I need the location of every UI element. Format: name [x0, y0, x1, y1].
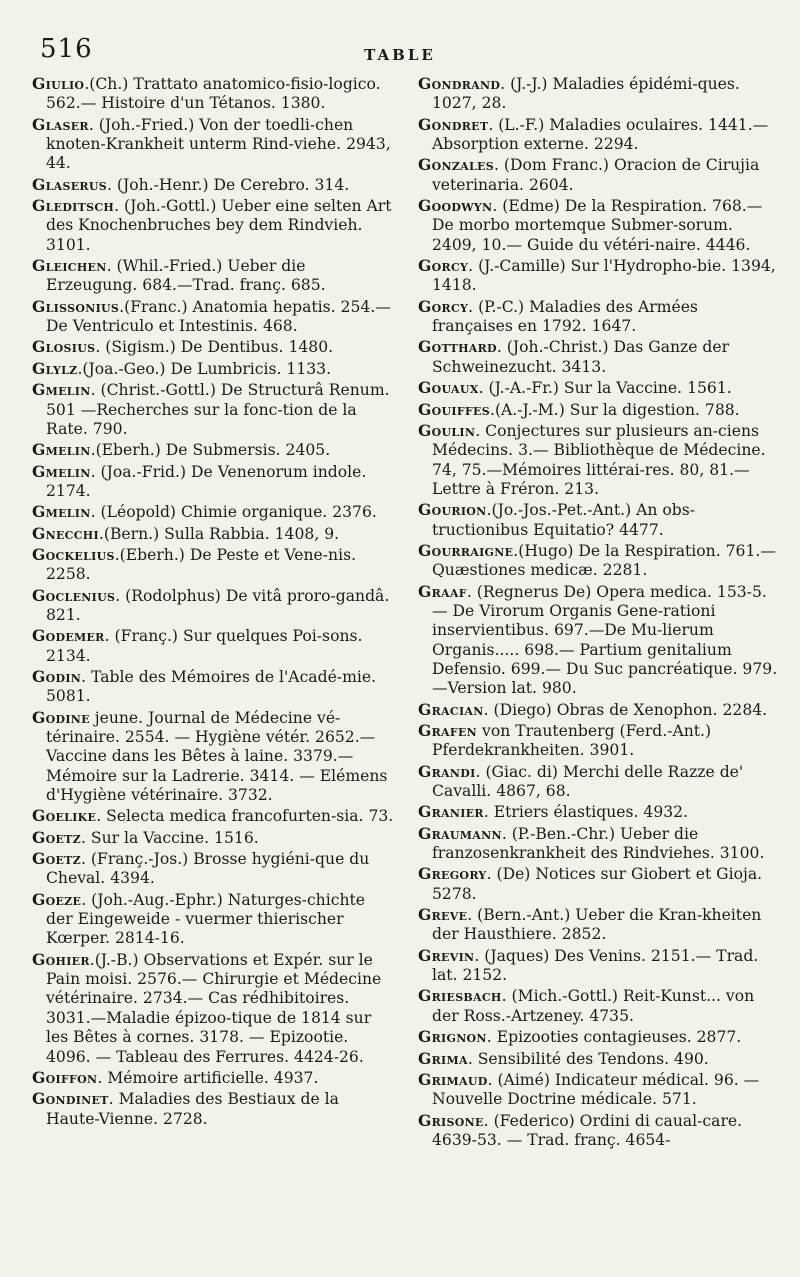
index-entry [32, 462, 394, 502]
index-entry [418, 700, 780, 720]
index-entry [418, 721, 780, 761]
index-entry [32, 337, 394, 357]
index-entry [32, 297, 394, 337]
index-entry [418, 582, 780, 699]
index-entry [418, 297, 780, 337]
entry-text: .(Eberh.) De Submersis. 2405. [90, 441, 331, 460]
entry-text: . (Joa.-Frid.) De Venenorum indole. 2174. [46, 462, 367, 500]
entry-text: . (L.-F.) Maladies oculaires. 1441.—Absorption externe. 2294. [432, 115, 769, 154]
entry-author: Gmelin [32, 461, 91, 481]
entry-author: Glylz [32, 358, 78, 378]
index-entry [418, 337, 780, 377]
entry-text: . (Joh.-Fried.) Von der toedli-chen knoten-Krankheit unterm Rind-viehe. 2943, 44. [46, 115, 391, 173]
entry-author: Greve [418, 905, 468, 925]
index-entry [32, 667, 394, 707]
entry-text: jeune. Journal de Médecine vé-térinaire. 2554. — Hygiène vétér. 2652.—Vaccine dans les Bêtes à laine. 3379.—Mémoire sur la Ladrerie. 3414. — Elémens d'Hygiène vétérinaire. 3732. [46, 708, 388, 805]
entry-author: Glissonius [32, 296, 120, 316]
entry-text: . (Joh.-Henr.) De Cerebro. 314. [107, 175, 350, 194]
entry-text: . (Léopold) Chimie organique. 2376. [90, 503, 377, 522]
entry-author: Gondinet [32, 1089, 109, 1109]
entry-text: . Sensibilité des Tendons. 490. [467, 1049, 709, 1068]
entry-text: . (Joh.-Christ.) Das Ganze der Schweinezucht. 3413. [432, 338, 730, 376]
entry-text: .(Joa.-Geo.) De Lumbricis. 1133. [77, 359, 332, 378]
entry-author: Grisone [418, 1110, 484, 1130]
left-column [32, 74, 394, 1269]
entry-author: Gondrand [418, 74, 501, 93]
entry-author: Gmelin [32, 380, 91, 400]
entry-text: .(A.-J.-M.) Sur la digestion. 788. [490, 400, 740, 419]
index-columns [32, 74, 780, 1269]
index-entry [32, 74, 394, 114]
entry-author: Gorcy [418, 256, 469, 276]
entry-text: . (P.-Ben.-Chr.) Ueber die franzosenkrankheit des Rindviehes. 3100. [432, 824, 765, 863]
entry-text: . (Mich.-Gottl.) Reit-Kunst... von der Ross.-Artzeney. 4735. [432, 987, 755, 1025]
index-entry [418, 1049, 780, 1069]
entry-text: . (Christ.-Gottl.) De Structurâ Renum. 501 —Recherches sur la fonc-tion de la Rate. 790. [46, 381, 390, 438]
entry-text: .(J.-B.) Observations et Expér. sur le Pain moisi. 2576.— Chirurgie et Médecine vétérinaire. 2734.— Cas rédhibitoires. 3031.—Maladie épizoo-tique de 1814 sur les Bêtes à cornes. 3178. — Epizootie. 4096. — Tableau des Ferrures. 4424-26. [46, 950, 382, 1066]
entry-author: Gourion [418, 500, 487, 520]
entry-author: Gorcy [418, 296, 469, 316]
entry-author: Glosius [32, 337, 96, 357]
entry-author: Gregory [418, 864, 487, 884]
entry-text: . (Giac. di) Merchi delle Razze de' Cavalli. 4867, 68. [432, 762, 744, 801]
entry-author: Gohier [32, 949, 90, 969]
entry-text: von Trautenberg (Ferd.-Ant.) Pferdekrankheiten. 3901. [432, 722, 712, 760]
running-title: TABLE [364, 46, 436, 64]
index-entry [418, 400, 780, 420]
entry-text: . Selecta medica francofurten-sia. 73. [96, 807, 394, 826]
entry-text: .(Jo.-Jos.-Pet.-Ant.) An obs-tructionibus Equitatio? 4477. [432, 501, 696, 539]
entry-text: . Epizooties contagieuses. 2877. [486, 1028, 742, 1047]
index-entry [32, 1068, 394, 1088]
entry-text: . (Dom Franc.) Oracion de Cirujia veterinaria. 2604. [432, 156, 760, 194]
entry-text: . Mémoire artificielle. 4937. [97, 1068, 319, 1087]
index-entry [418, 500, 780, 540]
index-entry [32, 828, 394, 848]
entry-text: . (Franç.) Sur quelques Poi-sons. 2134. [46, 627, 363, 665]
index-entry [418, 421, 780, 499]
index-entry [418, 1070, 780, 1110]
entry-author: Graaf [418, 581, 467, 601]
entry-text: . (Jaques) Des Venins. 2151.— Trad. lat. 2152. [432, 946, 759, 985]
index-entry [418, 256, 780, 296]
entry-text: . Table des Mémoires de l'Acadé-mie. 5081. [46, 667, 377, 706]
entry-author: Goodwyn [418, 196, 493, 216]
index-entry [32, 890, 394, 949]
index-entry [418, 762, 780, 802]
index-entry [32, 175, 394, 195]
entry-author: Goiffon [32, 1067, 98, 1087]
index-entry [32, 256, 394, 296]
entry-author: Gockelius [32, 544, 115, 564]
index-entry [418, 824, 780, 864]
entry-text: . Etriers élastiques. 4932. [483, 803, 689, 822]
index-entry [32, 115, 394, 174]
entry-text: . (Aimé) Indicateur médical. 96. — Nouvelle Doctrine médicale. 571. [432, 1070, 760, 1109]
page-header [30, 30, 770, 70]
index-entry [418, 541, 780, 581]
entry-author: Gmelin [32, 502, 91, 522]
entry-text: . Conjectures sur plusieurs an-ciens Médecins. 3.— Bibliothèque de Médecine. 74, 75.—Mémoires littérai-res. 80, 81.—Lettre à Fréron. 213. [432, 421, 766, 498]
entry-author: Gondret [418, 114, 489, 134]
entry-author: Goetz [32, 849, 81, 869]
entry-author: Gourraigne [418, 540, 514, 560]
entry-author: Giulio [32, 74, 85, 93]
entry-author: Gleichen [32, 256, 107, 276]
entry-text: .(Bern.) Sulla Rabbia. 1408, 9. [98, 524, 340, 543]
index-entry [418, 946, 780, 986]
entry-text: .(Franc.) Anatomia hepatis. 254.—De Ventriculo et Intestinis. 468. [46, 297, 391, 336]
entry-text: . (Joh.-Gottl.) Ueber eine selten Art des Knochenbruches bey dem Rindvieh. 3101. [46, 197, 392, 254]
entry-author: Grignon [418, 1027, 487, 1047]
index-entry [418, 1111, 780, 1151]
index-entry [418, 74, 780, 114]
entry-author: Gonzales [418, 155, 494, 175]
index-entry [32, 196, 394, 255]
entry-author: Goulin [418, 420, 476, 440]
index-entry [32, 586, 394, 626]
entry-text: .(Ch.) Trattato anatomico-fisio-logico. 562.— Histoire d'un Tétanos. 1380. [46, 75, 381, 113]
entry-author: Gotthard [418, 337, 497, 357]
index-entry [418, 115, 780, 155]
entry-author: Grimaud [418, 1069, 488, 1089]
entry-author: Glaser [32, 114, 89, 134]
index-entry [418, 1027, 780, 1047]
entry-author: Grevin [418, 945, 475, 965]
entry-text: . (De) Notices sur Giobert et Gioja. 5278. [432, 865, 763, 903]
entry-author: Gracian [418, 699, 484, 719]
index-entry [418, 986, 780, 1026]
entry-author: Gouiffes [418, 399, 490, 419]
entry-text: . (Regnerus De) Opera medica. 153-5.— De Virorum Organis Gene-rationi inservientibus. 697.—De Mu-lierum Organis..... 698.— Partium genitalium Defensio. 699.— Du Suc pancréatique. 979.—Version lat. 980. [432, 582, 778, 698]
entry-text: .(Hugo) De la Respiration. 761.—Quæstiones medicæ. 2281. [432, 541, 776, 580]
index-entry [418, 196, 780, 255]
entry-text: . (P.-C.) Maladies des Armées françaises en 1792. 1647. [432, 297, 698, 336]
index-entry [32, 708, 394, 806]
entry-text: . (J.-Camille) Sur l'Hydropho-bie. 1394, 1418. [432, 257, 776, 295]
entry-text: . (Edme) De la Respiration. 768.—De morbo mortemque Submer-sorum. 2409, 10.— Guide du vétéri-naire. 4446. [432, 197, 763, 254]
entry-text: . (J.-J.) Maladies épidémi-ques. 1027, 28. [432, 75, 740, 113]
entry-author: Goclenius [32, 585, 116, 605]
index-entry [32, 950, 394, 1067]
entry-author: Godemer [32, 626, 105, 646]
entry-text: . (J.-A.-Fr.) Sur la Vaccine. 1561. [478, 379, 732, 398]
index-entry [418, 864, 780, 904]
entry-author: Gnecchi [32, 523, 99, 543]
right-column [418, 74, 780, 1269]
entry-text: . (Sigism.) De Dentibus. 1480. [95, 338, 334, 357]
index-entry [418, 905, 780, 945]
entry-author: Goeze [32, 889, 82, 909]
entry-author: Godin [32, 666, 82, 686]
entry-author: Grafen [418, 721, 478, 740]
entry-text: . (Diego) Obras de Xenophon. 2284. [483, 700, 768, 719]
entry-author: Gouaux [418, 378, 479, 398]
entry-author: Goetz [32, 827, 81, 847]
index-entry [32, 545, 394, 585]
entry-author: Glaserus [32, 174, 107, 194]
index-entry [32, 806, 394, 826]
index-entry [32, 1089, 394, 1129]
index-entry [32, 524, 394, 544]
index-entry [32, 849, 394, 889]
index-entry [32, 502, 394, 522]
index-entry [418, 802, 780, 822]
entry-author: Gmelin [32, 440, 91, 460]
entry-author: Gleditsch [32, 196, 115, 216]
index-entry [32, 440, 394, 460]
entry-text: . (Whil.-Fried.) Ueber die Erzeugung. 684.—Trad. franç. 685. [46, 257, 326, 295]
entry-text: . (Franç.-Jos.) Brosse hygiéni-que du Cheval. 4394. [46, 850, 370, 888]
page-number: 516 [40, 34, 93, 64]
index-entry [32, 359, 394, 379]
entry-text: . (Rodolphus) De vitâ proro-gandâ. 821. [46, 586, 390, 624]
entry-text: . (Joh.-Aug.-Ephr.) Naturges-chichte der Eingeweide - vuermer thierischer Kœrper. 2814-16. [46, 890, 365, 948]
entry-author: Graumann [418, 823, 502, 843]
entry-text: . (Federico) Ordini di caual-care. 4639-53. — Trad. franç. 4654- [432, 1111, 743, 1149]
index-entry [418, 155, 780, 195]
entry-author: Griesbach [418, 986, 502, 1006]
entry-author: Grima [418, 1048, 468, 1068]
entry-author: Godine [32, 707, 90, 727]
index-entry [32, 626, 394, 666]
entry-text: . (Bern.-Ant.) Ueber die Kran-kheiten der Hausthiere. 2852. [432, 906, 762, 944]
entry-text: . Sur la Vaccine. 1516. [81, 828, 259, 847]
entry-author: Goelike [32, 806, 97, 826]
entry-text: .(Eberh.) De Peste et Vene-nis. 2258. [46, 545, 357, 584]
index-entry [32, 380, 394, 439]
entry-author: Grandi [418, 761, 476, 781]
entry-author: Granier [418, 802, 484, 822]
entry-text: . Maladies des Bestiaux de la Haute-Vienne. 2728. [46, 1090, 339, 1128]
index-entry [418, 378, 780, 398]
